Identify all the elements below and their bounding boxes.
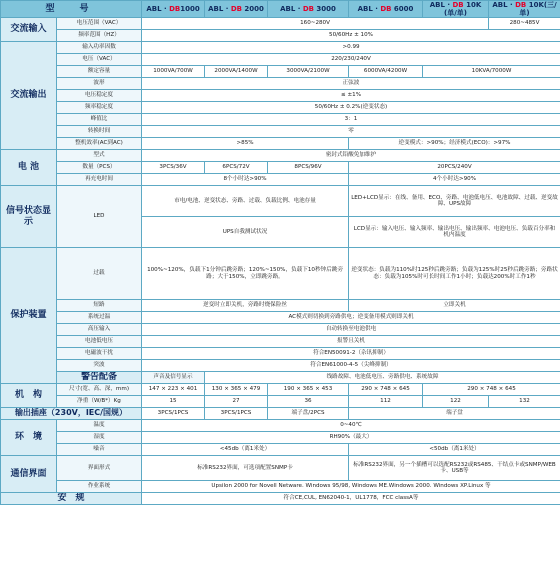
model-6000: ABL · DB 6000: [349, 1, 423, 18]
cell-value: 线路故障、电池低电压、旁路供电、系统故障: [205, 372, 560, 384]
cell-value: UPS自我测试状况: [142, 217, 349, 248]
table-row: [1, 102, 560, 114]
cell-value: RH90%（最大）: [142, 432, 560, 444]
cell-value: 密封式铅酸免加维护: [142, 150, 560, 162]
row-label: 频率范围（HZ）: [57, 30, 142, 42]
table-row: [1, 114, 560, 126]
table-row: [1, 248, 560, 300]
table-row: [1, 90, 560, 102]
cell-value: 逆变时立即关机，旁路时烧保险丝: [142, 300, 349, 312]
cell-value: 8个小时达>90%: [142, 174, 349, 186]
table-row: [1, 432, 560, 444]
table-row: [1, 138, 560, 150]
row-label: 噪音: [57, 444, 142, 456]
cell-value: 100%~120%，负载下1分钟后跳旁路；120%~150%，负载下10秒钟后跳旁路；大于150%，立即跳旁路。: [142, 248, 349, 300]
category-battery: 电 池: [1, 150, 57, 186]
row-label: 电压（VAC）: [57, 54, 142, 66]
table-row: [1, 42, 560, 54]
row-label: 声音及信号显示: [142, 372, 205, 384]
category-signal: 信号状态显示: [1, 186, 57, 248]
row-label: 电磁波干扰: [57, 348, 142, 360]
table-row: [1, 408, 560, 420]
table-row: [1, 30, 560, 42]
table-row: [1, 126, 560, 138]
cell-value: >0.99: [142, 42, 560, 54]
table-row: [1, 54, 560, 66]
category-output-socket: 输出插座（230V，IEC/国规）: [1, 408, 142, 420]
row-label: 界面形式: [57, 456, 142, 481]
category-comm: 通信界面: [1, 456, 57, 493]
row-label: 频率稳定度: [57, 102, 142, 114]
cell-value: 50/60Hz ± 0.2%(逆变状态): [142, 102, 560, 114]
row-label: 温度: [57, 420, 142, 432]
cell-value: ≤ ±1%: [142, 90, 560, 102]
cell-value: 2000VA/1400W: [205, 66, 268, 78]
cell-value: 220/230/240V: [142, 54, 560, 66]
cell-value: Upsilon 2000 for Novell Netware. Windows 95/98, Windows ME.Windows 2000. Windows XP.Linux 等: [142, 481, 560, 493]
cell-value: 190 × 365 × 453: [268, 384, 349, 396]
cell-value: 0~40℃: [142, 420, 560, 432]
row-label: 净重（W/B*）Kg: [57, 396, 142, 408]
cell-value: 8PCS/96V: [268, 162, 349, 174]
cell-value: 6PCS/72V: [205, 162, 268, 174]
row-label: 波形: [57, 78, 142, 90]
cell-value: >85%: [142, 138, 349, 150]
cell-value: AC模式则切换到旁路供电；逆变备用模式则即关机: [142, 312, 560, 324]
cell-value: 290 × 748 × 645: [423, 384, 560, 396]
cell-value: 标准RS232界面，另一个插槽可以选配RS232或RS485、干结点卡或SNMP/WEB卡、USB等: [349, 456, 560, 481]
table-row: [1, 396, 560, 408]
cell-value: 3PCS/1PCS: [142, 408, 205, 420]
cell-value: 3000VA/2100W: [268, 66, 349, 78]
cell-value: LCD显示：输入电压、输入频率、输出电压、输出频率、电池电压、负载百分率和机内温度: [349, 217, 560, 248]
cell-value: 3PCS/1PCS: [205, 408, 268, 420]
cell-value: 15: [142, 396, 205, 408]
cell-value: 立即关机: [349, 300, 560, 312]
row-label: 作业系统: [57, 481, 142, 493]
cell-value: 零: [142, 126, 560, 138]
cell-value: 147 × 223 × 401: [142, 384, 205, 396]
cell-value: 10KVA/7000W: [423, 66, 560, 78]
cell-value: 112: [349, 396, 423, 408]
row-label: 峰值比: [57, 114, 142, 126]
model-10k-three: ABL · DB 10K(三/单): [489, 1, 560, 18]
row-label: 输入功率因数: [57, 42, 142, 54]
row-label: 再充电时间: [57, 174, 142, 186]
model-title: 型 号: [1, 1, 142, 18]
model-10k-single: ABL · DB 10K(单/单): [423, 1, 489, 18]
category-ac-input: 交流输入: [1, 18, 57, 42]
cell-value: 3：1: [142, 114, 560, 126]
cell-value: 报警且关机: [142, 336, 560, 348]
row-label: 系统过温: [57, 312, 142, 324]
row-label: 尺寸(宽、高、深，mm): [57, 384, 142, 396]
table-row: [1, 78, 560, 90]
row-label: 过载: [57, 248, 142, 300]
category-ac-output: 交流输出: [1, 42, 57, 150]
cell-value: 逆变模式：>90%；经济模式(ECO)：>97%: [349, 138, 560, 150]
table-row: [1, 162, 560, 174]
cell-value: 290 × 748 × 645: [349, 384, 423, 396]
category-environment: 环 境: [1, 420, 57, 456]
cell-value: 6000VA/4200W: [349, 66, 423, 78]
cell-value: 端子盘: [349, 408, 560, 420]
row-label: 突波: [57, 360, 142, 372]
cell-value: 20PCS/240V: [349, 162, 560, 174]
table-row: [1, 493, 560, 505]
cell-value: 逆变状态：负载为110%时125秒后跳旁路；负载为125%时25秒后跳旁路；旁路状态：负载为105%时可长时间工作1小时；负载达200%时工作1秒: [349, 248, 560, 300]
table-row: [1, 372, 560, 384]
table-row: [1, 456, 560, 481]
category-protection: 保护装置: [1, 248, 57, 384]
model-2000: ABL · DB 2000: [205, 1, 268, 18]
row-label: LED: [57, 186, 142, 248]
row-label: 电压范围（VAC）: [57, 18, 142, 30]
cell-value: 3PCS/36V: [142, 162, 205, 174]
row-label: 电压稳定度: [57, 90, 142, 102]
table-row: [1, 360, 560, 372]
cell-value: <50db（离1米处）: [349, 444, 560, 456]
category-alarm: 警告配备: [57, 372, 142, 384]
table-row: [1, 174, 560, 186]
table-row: [1, 444, 560, 456]
row-label: 转换时间: [57, 126, 142, 138]
table-row: [1, 150, 560, 162]
table-row: [1, 384, 560, 396]
cell-value: 280~485V: [489, 18, 560, 30]
cell-value: LED+LCD显示：在线、备用、ECO、旁路、电池低电压、电池故障、过载、逆变故障、UPS故障: [349, 186, 560, 217]
cell-value: 符合EN61000-4-5（尖峰抑制）: [142, 360, 560, 372]
row-label: 电池低电压: [57, 336, 142, 348]
cell-value: 160~280V: [142, 18, 489, 30]
table-row: [1, 420, 560, 432]
category-mechanism: 机 构: [1, 384, 57, 408]
cell-value: 符合CE,CUL, EN62040-1，UL1778，FCC classA等: [142, 493, 560, 505]
row-label: 整机效率(AC到AC): [57, 138, 142, 150]
row-label: 额定容量: [57, 66, 142, 78]
row-label: 型式: [57, 150, 142, 162]
table-row: [1, 186, 560, 217]
cell-value: 标准RS232界面，可选项配置SNMP卡: [142, 456, 349, 481]
cell-value: 符合EN50091-2（杂讯抑制）: [142, 348, 560, 360]
cell-value: <45db（离1米处）: [142, 444, 349, 456]
table-row: [1, 312, 560, 324]
header-row: [1, 1, 560, 18]
model-1000: ABL · DB1000: [142, 1, 205, 18]
cell-value: 122: [423, 396, 489, 408]
table-row: [1, 66, 560, 78]
cell-value: 130 × 365 × 479: [205, 384, 268, 396]
cell-value: 端子盘/2PCS: [268, 408, 349, 420]
cell-value: 4个小时达>90%: [349, 174, 560, 186]
category-safety: 安 规: [1, 493, 142, 505]
cell-value: 市电/电池、逆变状态、旁路、过载、负载比例、电池存量: [142, 186, 349, 217]
model-3000: ABL · DB 3000: [268, 1, 349, 18]
cell-value: 1000VA/700W: [142, 66, 205, 78]
row-label: 高压输入: [57, 324, 142, 336]
table-row: [1, 348, 560, 360]
cell-value: 正弦波: [142, 78, 560, 90]
table-row: [1, 324, 560, 336]
table-row: [1, 336, 560, 348]
cell-value: 自动转换至电池供电: [142, 324, 560, 336]
table-row: [1, 481, 560, 493]
row-label: 数量（PCS）: [57, 162, 142, 174]
row-label: 湿度: [57, 432, 142, 444]
cell-value: 36: [268, 396, 349, 408]
cell-value: 27: [205, 396, 268, 408]
table-row: [1, 300, 560, 312]
cell-value: 132: [489, 396, 560, 408]
cell-value: 50/60Hz ± 10%: [142, 30, 560, 42]
table-row: [1, 18, 560, 30]
row-label: 短路: [57, 300, 142, 312]
